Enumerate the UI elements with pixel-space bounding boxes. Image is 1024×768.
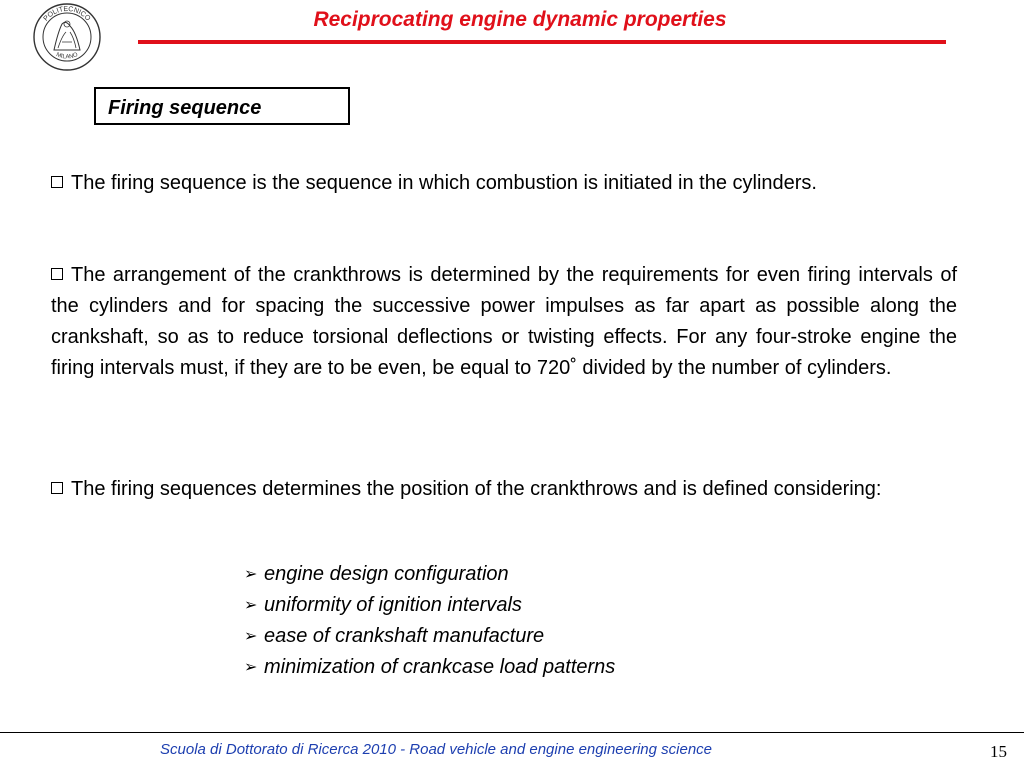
logo-text-bottom: MILANO [55, 52, 79, 61]
paragraph-3 [51, 474, 957, 505]
arrow-bullet-icon: ➢ [244, 659, 258, 676]
paragraph-2 [51, 260, 957, 384]
list-item-text: ease of crankshaft manufacture [264, 625, 545, 647]
politecnico-seal-logo [32, 2, 102, 72]
arrow-bullet-icon: ➢ [244, 566, 258, 583]
list-item-text: uniformity of ignition intervals [264, 594, 522, 616]
list-item-text: engine design configuration [264, 563, 509, 585]
list-item [244, 652, 615, 683]
list-item-text: minimization of crankcase load patterns [264, 656, 616, 678]
page-number: 15 [990, 742, 1007, 761]
checkbox-bullet-icon [51, 482, 63, 494]
arrow-bullet-icon: ➢ [244, 628, 258, 645]
list-item [244, 590, 615, 621]
considerations-list [244, 559, 615, 683]
section-title-box [94, 87, 350, 125]
paragraph-1-text: The firing sequence is the sequence in which combustion is initiated in the cylinders. [71, 172, 817, 194]
title-underline [138, 40, 946, 44]
list-item [244, 621, 615, 652]
footer-text: Scuola di Dottorato di Ricerca 2010 - Road vehicle and engine engineering science [160, 741, 713, 758]
paragraph-2-text: The arrangement of the crankthrows is determined by the requirements for even firing intervals of the cylinders and for spacing the successive power impulses as far apart as possible along the crankshaft, so as to reduce torsional deflections or twisting effects. For any four-stroke engine the firing intervals must, if they are to be even, be equal to 720˚ divided by the number of cylinders. [51, 264, 957, 379]
paragraph-3-text: The firing sequences determines the position of the crankthrows and is defined considering: [71, 478, 882, 500]
checkbox-bullet-icon [51, 176, 63, 188]
slide-title: Reciprocating engine dynamic properties [313, 8, 727, 31]
arrow-bullet-icon: ➢ [244, 597, 258, 614]
section-title: Firing sequence [108, 97, 262, 119]
paragraph-1 [51, 168, 957, 199]
footer-divider [0, 732, 1024, 733]
logo-text-top: POLITECNICO [42, 5, 92, 23]
list-item [244, 559, 615, 590]
checkbox-bullet-icon [51, 268, 63, 280]
